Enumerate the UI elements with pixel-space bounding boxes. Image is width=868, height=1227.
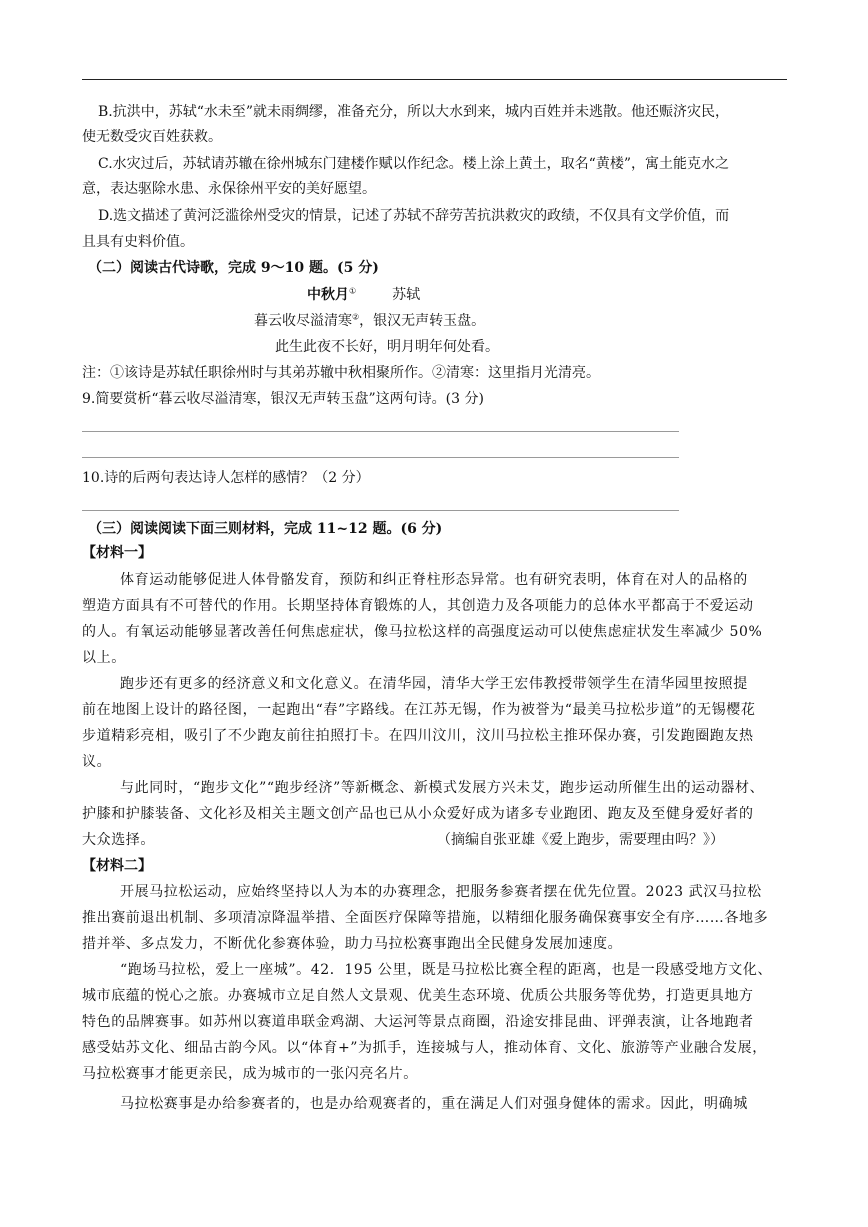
m2-p1-line-1: 开展马拉松运动，应始终坚持以人为本的办赛理念，把服务参赛者摆在优先位置。2023 武汉马拉松 bbox=[120, 884, 762, 900]
m2-p2-line-1: “跑场马拉松，爱上一座城”。42．195 公里，既是马拉松比赛全程的距离，也是一段感受地方文化、 bbox=[120, 962, 773, 978]
question-10: 10.诗的后两句表达诗人怎样的感情？（2 分） bbox=[82, 470, 370, 486]
m1-p2-line-1: 跑步还有更多的经济意义和文化意义。在清华园，清华大学王宏伟教授带领学生在清华园里按照提 bbox=[120, 676, 748, 692]
m1-p3-line-2: 护膝和护膝装备、文化衫及相关主题文创产品也已从小众爱好成为诸多专业跑团、跑友及至健身爱好者的 bbox=[82, 806, 754, 822]
header-rule bbox=[82, 79, 787, 80]
section-2-heading: （二）阅读古代诗歌，完成 9～10 题。(5 分) bbox=[88, 260, 379, 276]
m2-p1-line-3: 措并举、多点发力，不断优化参赛体验，助力马拉松赛事跑出全民健身发展加速度。 bbox=[82, 936, 623, 952]
material-2-label: 【材料二】 bbox=[82, 858, 152, 874]
m2-p2-line-3: 特色的品牌赛事。如苏州以赛道串联金鸡湖、大运河等景点商圈，沿途安排昆曲、评弹表演，让各地跑者 bbox=[82, 1014, 754, 1030]
poem-line-1-note: ② bbox=[352, 312, 360, 322]
m2-p2-line-5: 马拉松赛事才能更亲民，成为城市的一张闪亮名片。 bbox=[82, 1066, 418, 1082]
poem-notes: 注：①该诗是苏轼任职徐州时与其弟苏辙中秋相聚所作。②清寒：这里指月光清亮。 bbox=[82, 365, 600, 381]
poem-title-line bbox=[307, 284, 420, 304]
poem-line-2: 此生此夜不长好，明月明年何处看。 bbox=[275, 339, 499, 355]
question-9: 9.简要赏析“暮云收尽溢清寒，银汉无声转玉盘”这两句诗。(3 分) bbox=[82, 391, 484, 407]
option-d-line-2: 且具有史料价值。 bbox=[82, 234, 194, 250]
section-3-heading: （三）阅读阅读下面三则材料，完成 11~12 题。(6 分) bbox=[88, 521, 443, 537]
m1-p3-line-3: 大众选择。 bbox=[82, 832, 155, 848]
m2-p2-line-4: 感受姑苏文化、细品古韵今风。以“体育+”为抓手，连接城与人，推动体育、文化、旅游等产业融合发展， bbox=[82, 1040, 767, 1056]
m1-p1-line-2: 塑造方面具有不可替代的作用。长期坚持体育锻炼的人，其创造力及各项能力的总体水平都高于不爱运动 bbox=[82, 598, 754, 614]
m2-p3-line-1: 马拉松赛事是办给参赛者的，也是办给观赛者的，重在满足人们对强身健体的需求。因此，明确城 bbox=[120, 1096, 748, 1112]
m1-p2-line-3: 步道精彩亮相，吸引了不少跑友前往拍照打卡。在四川汶川，汶川马拉松主推环保办赛，引发跑圈跑友热 bbox=[82, 728, 754, 744]
poem-line-1 bbox=[254, 310, 485, 330]
m1-p3-line-1: 与此同时，“跑步文化”“跑步经济”等新概念、新模式发展方兴未艾，跑步运动所催生出的运动器材、 bbox=[120, 780, 765, 796]
m1-p2-line-4: 议。 bbox=[82, 754, 112, 770]
material-1-label: 【材料一】 bbox=[82, 545, 152, 561]
poem-title-note: ① bbox=[349, 286, 357, 296]
m1-p1-line-1: 体育运动能够促进人体骨骼发育，预防和纠正脊柱形态异常。也有研究表明，体育在对人的品格的 bbox=[120, 572, 748, 588]
m1-p1-line-3: 的人。有氧运动能够显著改善任何焦虑症状，像马拉松这样的高强度运动可以使焦虑症状发生率减少 50% bbox=[82, 624, 763, 640]
option-c-line-1: C.水灾过后，苏轼请苏辙在徐州城东门建楼作赋以作纪念。楼上涂上黄土，取名“黄楼”，寓土能克水之 bbox=[98, 156, 729, 172]
answer-line-q9-1[interactable] bbox=[82, 431, 679, 432]
m1-p2-line-2: 前在地图上设计的路径图，一起跑出“春”字路线。在江苏无锡，作为被誉为“最美马拉松步道”的无锡樱花 bbox=[82, 702, 756, 718]
m2-p1-line-2: 推出赛前退出机制、多项清凉降温举措、全面医疗保障等措施，以精细化服务确保赛事安全有序……各地多 bbox=[82, 910, 769, 926]
poem-title: 中秋月 bbox=[307, 287, 349, 303]
poem-line-1-part-b: ，银汉无声转玉盘。 bbox=[359, 313, 486, 329]
m1-p1-line-4: 以上。 bbox=[82, 650, 126, 666]
answer-line-q9-2[interactable] bbox=[82, 457, 679, 458]
option-b-line-1: B.抗洪中，苏轼“水未至”就未雨绸缪，准备充分，所以大水到来，城内百姓并未逃散。他还赈济灾民， bbox=[98, 104, 730, 120]
option-b-line-2: 使无数受灾百姓获救。 bbox=[82, 129, 222, 145]
option-d-line-1: D.选文描述了黄河泛滥徐州受灾的情景，记述了苏轼不辞劳苦抗洪救灾的政绩，不仅具有文学价值，而 bbox=[98, 208, 730, 224]
poem-line-1-part-a: 暮云收尽溢清寒 bbox=[254, 313, 352, 329]
answer-line-q10[interactable] bbox=[82, 510, 679, 511]
option-c-line-2: 意，表达驱除水患、永保徐州平安的美好愿望。 bbox=[82, 181, 376, 197]
material-1-source: （摘编自张亚雄《爱上跑步，需要理由吗？》） bbox=[437, 832, 724, 848]
m2-p2-line-2: 城市底蕴的悦心之旅。办赛城市立足自然人文景观、优美生态环境、优质公共服务等优势，打造更具地方 bbox=[82, 988, 754, 1004]
poem-author: 苏轼 bbox=[392, 287, 421, 303]
